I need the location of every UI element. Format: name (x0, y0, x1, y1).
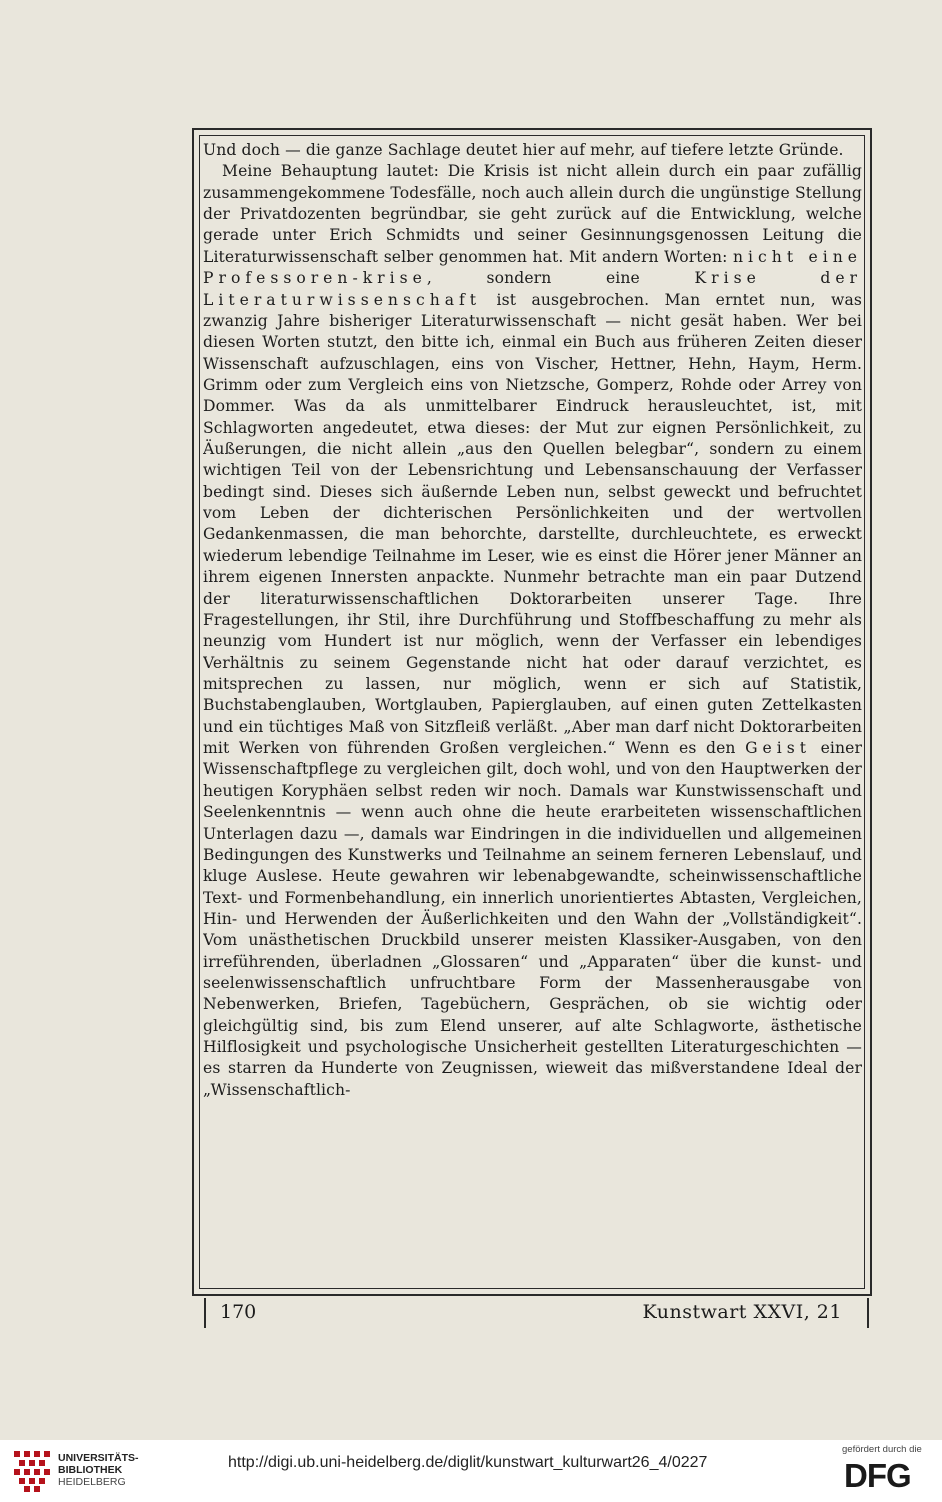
paragraph-opening: Und doch — die ganze Sachlage deutet hier auf mehr, auf tiefere letzte Gründe. (203, 141, 844, 159)
spaced-phrase-literaturwissenschaft: Krise der Literaturwissenschaft (203, 269, 862, 309)
library-name-line-1: UNIVERSITÄTS- (58, 1452, 139, 1464)
journal-reference: Kunstwart XXVI, 21 (642, 1301, 842, 1323)
paragraph-main-continued-2: ist ausgebrochen. Man erntet nun, was zwanzig Jahre bisheriger Literaturwissenschaft — nicht gesät haben. Wer bei diesen Worten stutzt, den bitte ich, einmal ein Buch aus früheren Zeiten dieser Wissenschaft aufzuschlagen, eins von Vischer, Hettner, Hehn, Haym, Herm. Grimm oder zum Vergleich eins von Nietzsche, Gomperz, Rohde oder Arrey von Dommer. Was da als unmittelbarer Eindruck herausleuchtet, ist, mit Schlagworten angedeutet, etwa dieses: der Mut zur eignen Persönlichkeit, zu Äußerungen, die nicht allein „aus den Quellen belegbar“, sondern zu einem wichtigen Teil von der Lebensrichtung und Lebensanschauung der Verfasser bedingt sind. Dieses sich äußernde Leben nun, selbst geweckt und befruchtet vom Leben der dichterischen Persönlichkeiten und der wertvollen Gedankenmassen, die man behorchte, darstellte, durchleuchtete, es erweckt wiederum lebendige Teilnahme im Leser, wie es einst die Hörer jener Männer an ihrem eigenen Innersten anpackte. Nunmehr betrachte man ein paar Dutzend der literaturwissenschaftlichen Doktorarbeiten unserer Tage. Ihre Fragestellungen, ihr Stil, ihre Durchführung und Stoffbeschaffung zu mehr als neunzig vom Hundert ist nur möglich, wenn der Verfasser ein lebendiges Verhältnis zu seinem Gegenstande nicht hat oder darauf verzichtet, es mitsprechen zu lassen, nur möglich, wenn er sich auf Statistik, Buchstabenglauben, Wortglauben, Papierglauben, auf einen guten Zettelkasten und ein tüchtiges Maß von Sitzfleiß verläßt. „Aber man darf nicht Doktorarbeiten mit Werken von führenden Großen vergleichen.“ Wenn es den (203, 290, 862, 758)
paragraph-main-continued-1: , sondern eine (426, 269, 640, 288)
text-column (203, 140, 862, 1290)
footer-rule-left (204, 1298, 206, 1328)
permalink-url[interactable]: http://digi.ub.uni-heidelberg.de/diglit/kunstwart_kulturwart26_4/0227 (228, 1454, 708, 1471)
paragraph-main (203, 161, 862, 1101)
spaced-word-geist: Geist (745, 739, 812, 758)
page-footer (192, 1298, 872, 1328)
paragraph-main-continued-3: einer Wissenschaftpflege zu vergleichen gilt, doch wohl, und von den Hauptwerken der heutigen Koryphäen selbst reden wir noch. Damals war Kunstwissenschaft und Seelenkenntnis — wenn auch ohne die heute erarbeiteten wissenschaftlichen Unterlagen dazu —, damals war Eindringen in die individuellen und allgemeinen Bedingungen des Kunstwerks und Teilnahme an seinem ferneren Lebenslauf, und kluge Auslese. Heute gewahren wir lebenabgewandte, scheinwissenschaftliche Text- und Formenbehandlung, ein innerlich unorientiertes Abtasten, Vergleichen, Hin- und Herwenden der Äußerlichkeiten und den Wahn der „Vollständigkeit“. Vom unästhetischen Druckbild unserer meisten Klassiker-Ausgaben, von den irreführenden, überladnen „Glossaren“ und „Apparaten“ über die kunst- und seelenwissenschaftlich unfruchtbare Form der Massenherausgabe von Nebenwerken, Briefen, Tagebüchern, Gesprächen, ob sie wichtig oder gleichgültig sind, bis zum Elend unserer, auf alte Schlagworte, ästhetische Hilflosigkeit und psychologische Unsicherheit gestellten Literaturgeschichten — es starren da Hunderte von Zeugnissen, wieweit das mißverstandene Ideal der „Wissenschaftlich- (203, 739, 862, 1099)
dfg-logo[interactable]: DFG (844, 1457, 911, 1494)
library-name-line-2: BIBLIOTHEK (58, 1464, 123, 1476)
library-name-line-3: HEIDELBERG (58, 1476, 126, 1488)
footer-rule-right (867, 1298, 869, 1328)
library-name[interactable] (58, 1452, 139, 1488)
viewer-footer-bar (0, 1440, 942, 1502)
library-seal-icon[interactable] (12, 1449, 52, 1493)
paragraph-main-start: Meine Behauptung lautet: Die Krisis ist nicht allein durch ein paar zufällig zusammengekommene Todesfälle, noch auch allein durch die ungünstige Stellung der Privatdozenten begründbar, sie geht zurück auf die Entwicklung, welche gerade unter Erich Schmidts und seiner Gesinnungsgenossen Leitung die Literaturwissenschaft selber genommen hat. Mit andern Worten: (203, 162, 862, 266)
funding-note: gefördert durch die (842, 1444, 922, 1455)
spaced-phrase-professorenkrise: nicht eine Professoren-krise (203, 247, 862, 288)
page-number: 170 (220, 1301, 257, 1323)
